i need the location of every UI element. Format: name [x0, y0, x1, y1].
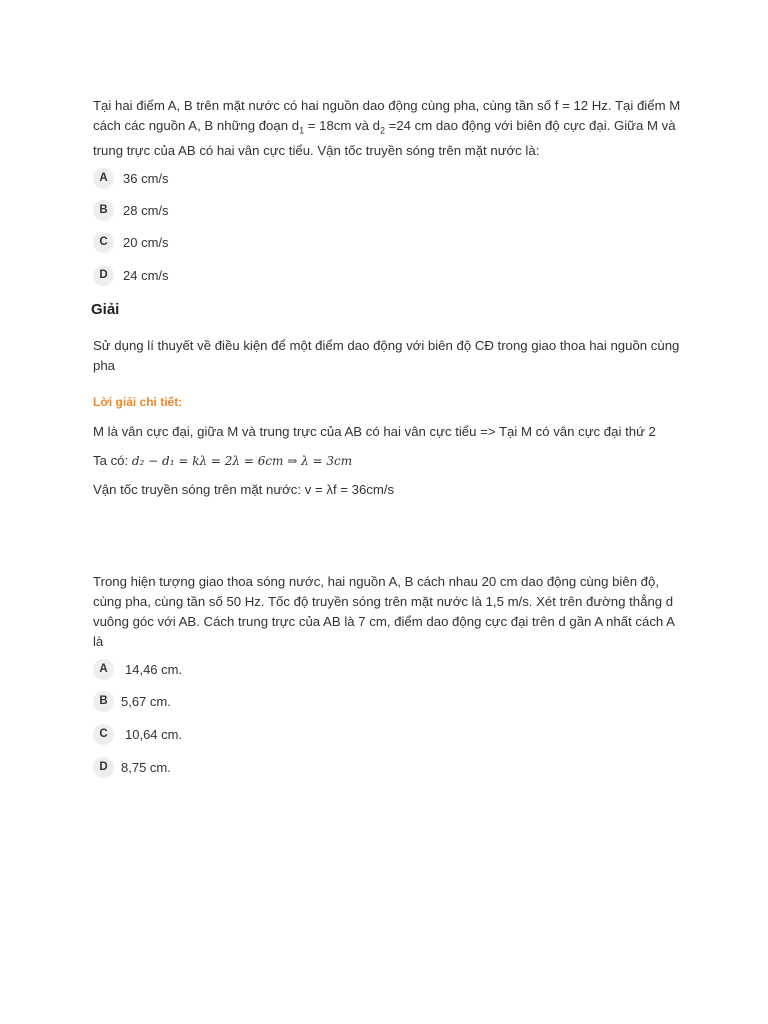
option-value: 24 cm/s: [123, 267, 169, 283]
question-1-text-part2: = 18cm và d: [304, 118, 380, 133]
q1-option-a[interactable]: [93, 167, 169, 189]
question-2-text: Trong hiện tượng giao thoa sóng nước, hai nguồn A, B cách nhau 20 cm dao động cùng biên độ, cùng pha, cùng tần số 50 Hz. Tốc độ truyền sóng trên mặt nước là 1,5 m/s. Xét trên đường thẳng d vuông góc với AB. Cách trung trực của AB là 7 cm, điểm dao động cực đại trên d gần A nhất cách A là: [93, 574, 675, 649]
option-letter-badge: B: [93, 691, 114, 712]
question-1-text: [93, 96, 683, 161]
option-letter-badge: A: [93, 168, 114, 189]
option-letter-badge: C: [93, 232, 114, 253]
option-letter-badge: D: [93, 757, 114, 778]
subscript-1: 1: [299, 125, 305, 136]
solution-heading: Giải: [91, 301, 120, 318]
subscript-2: 2: [379, 125, 385, 136]
option-letter-badge: C: [93, 724, 114, 745]
solution-line-3: Vận tốc truyền sóng trên mặt nước: v = λf = 36cm/s: [93, 482, 395, 497]
option-value: 20 cm/s: [123, 234, 169, 250]
option-letter-badge: B: [93, 200, 114, 221]
option-value: 28 cm/s: [123, 202, 169, 218]
question-1-text-part3: =24 cm dao động với biên độ cực đại. Giữa M và trung trực của AB có hai vân cực tiểu. Vận tốc truyền sóng trên mặt nước là:: [93, 118, 676, 158]
solution-line-1: M là vân cực đại, giữa M và trung trực của AB có hai vân cực tiểu => Tại M có vân cực đại thứ 2: [93, 424, 656, 439]
q1-option-c[interactable]: [93, 231, 169, 253]
solution-line-2: [93, 451, 683, 471]
q1-option-b[interactable]: [93, 199, 169, 221]
solution-method: Sử dụng lí thuyết về điều kiện để một điểm dao động với biên độ CĐ trong giao thoa hai nguồn cùng pha: [93, 338, 680, 373]
option-value: 5,67 cm.: [121, 693, 171, 709]
solution-formula: d₂ − d₁ = kλ = 2λ = 6cm ⇒ λ = 3cm: [131, 454, 353, 468]
q2-option-d[interactable]: [93, 756, 171, 778]
q2-option-b[interactable]: [93, 690, 171, 712]
detail-solution-label: Lời giải chi tiết:: [93, 395, 183, 409]
q2-option-c[interactable]: [93, 723, 182, 745]
option-value: 36 cm/s: [123, 170, 169, 186]
option-value: 10,64 cm.: [125, 726, 183, 742]
option-value: 14,46 cm.: [125, 661, 183, 677]
option-letter-badge: A: [93, 659, 114, 680]
option-value: 8,75 cm.: [121, 759, 171, 775]
question-1-text-part1: Tại hai điểm A, B trên mặt nước có hai nguồn dao động cùng pha, cùng tần số f = 12 Hz. Tại điểm M cách các nguồn A, B những đoạn d: [93, 98, 681, 133]
option-letter-badge: D: [93, 265, 114, 286]
solution-line-2-prefix: Ta có:: [93, 453, 132, 468]
q1-option-d[interactable]: [93, 264, 169, 286]
q2-option-a[interactable]: [93, 658, 182, 680]
